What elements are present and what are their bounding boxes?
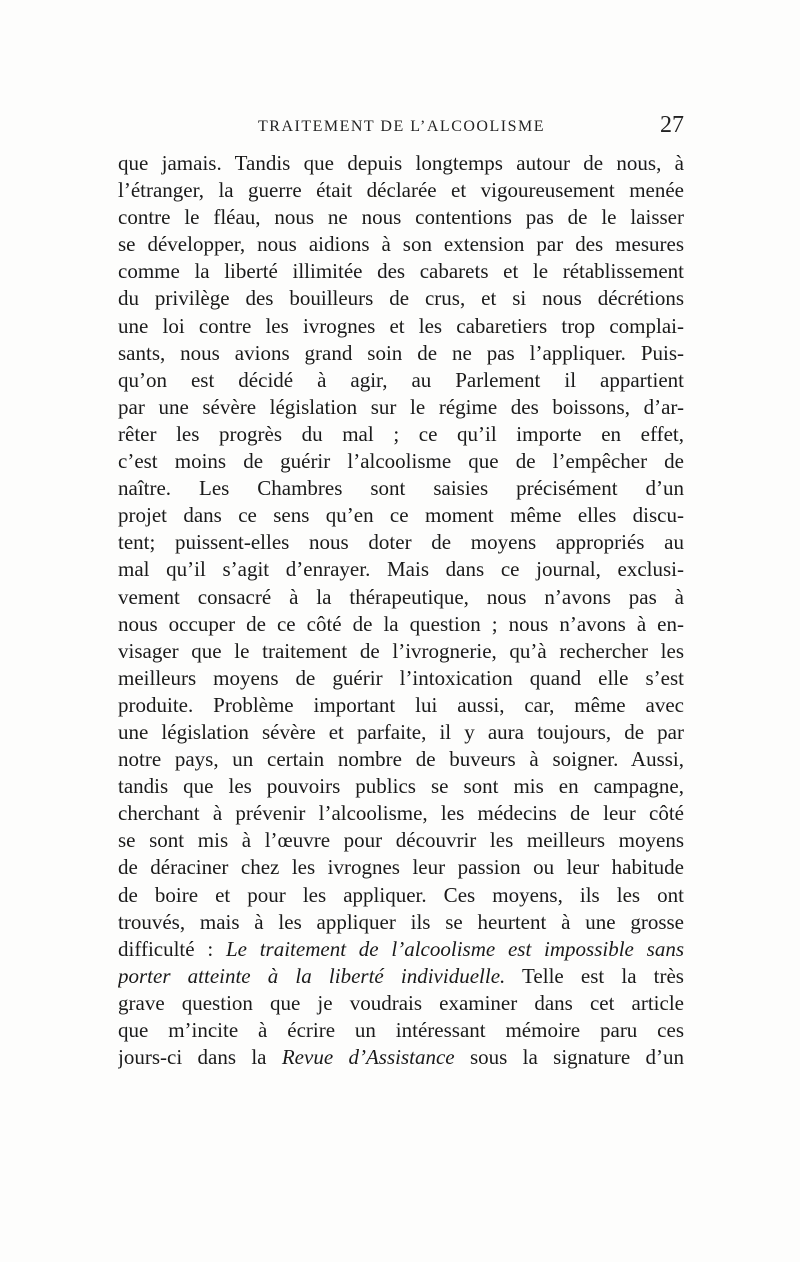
text-line: que m’incite à écrire un intéressant mémoire paru ces (118, 1018, 684, 1042)
text-line: nous occuper de ce côté de la question ; nous n’avons à en- (118, 611, 684, 636)
body-text (118, 150, 684, 1071)
text-line: vement consacré à la thérapeutique, nous n’avons pas à (118, 584, 684, 609)
text-line: comme la liberté illimitée des cabarets et le rétablissement (118, 259, 684, 284)
journal-title-italic: Revue d’Assistance (281, 1045, 455, 1070)
text-line: visager que le traitement de l’ivrognerie, qu’à rechercher les (118, 638, 684, 663)
text-line: produite. Problème important lui aussi, car, même avec (118, 692, 684, 717)
text-line: se sont mis à l’œuvre pour découvrir les meilleurs moyens (118, 828, 684, 853)
text-line: contre le fléau, nous ne nous contentions pas de le laisser (118, 205, 684, 230)
text-line: l’étranger, la guerre était déclarée et vigoureusement menée (118, 178, 684, 203)
text-line (118, 963, 684, 990)
line-text-roman: sous la signature d’un (454, 1045, 684, 1070)
text-line (118, 936, 684, 963)
text-line: notre pays, un certain nombre de buveurs à soigner. Aussi, (118, 747, 684, 772)
text-line: trouvés, mais à les appliquer ils se heurtent à une grosse (118, 909, 684, 934)
text-line: projet dans ce sens qu’en ce moment même elles discu- (118, 503, 684, 528)
line-text-roman: jours-ci dans la (118, 1045, 282, 1070)
text-line: tent; puissent-elles nous doter de moyens appropriés au (118, 530, 684, 555)
text-line: qu’on est décidé à agir, au Parlement il appartient (118, 367, 684, 392)
text-line: que jamais. Tandis que depuis longtemps autour de nous, à (118, 151, 684, 175)
text-line: c’est moins de guérir l’alcoolisme que de l’empêcher de (118, 449, 684, 474)
text-line: une loi contre les ivrognes et les cabaretiers trop complai- (118, 313, 684, 338)
text-line: mal qu’il s’agit d’enrayer. Mais dans ce journal, exclusi- (118, 557, 684, 582)
text-line: cherchant à prévenir l’alcoolisme, les médecins de leur côté (118, 801, 684, 826)
text-line: par une sévère législation sur le régime des boissons, d’ar- (118, 394, 684, 419)
text-line: grave question que je voudrais examiner dans cet article (118, 990, 684, 1015)
page-header (118, 112, 684, 146)
page-number: 27 (660, 112, 684, 138)
running-title: TRAITEMENT DE L’ALCOOLISME (258, 118, 545, 135)
text-line: sants, nous avions grand soin de ne pas l’appliquer. Puis- (118, 340, 684, 365)
text-line: rêter les progrès du mal ; ce qu’il importe en effet, (118, 421, 684, 446)
text-line: une législation sévère et parfaite, il y aura toujours, de par (118, 719, 684, 744)
text-line: tandis que les pouvoirs publics se sont mis en campagne, (118, 774, 684, 799)
text-line: meilleurs moyens de guérir l’intoxication quand elle s’est (118, 665, 684, 690)
line-text-italic: porter atteinte à la liberté individuelle. (118, 963, 506, 988)
text-line: naître. Les Chambres sont saisies précisément d’un (118, 476, 684, 501)
line-text-italic: Le traitement de l’alcoolisme est impossible sans (225, 936, 684, 961)
line-text-roman: Telle est la très (505, 963, 684, 988)
text-line: se développer, nous aidions à son extension par des mesures (118, 232, 684, 257)
text-line: du privilège des bouilleurs de crus, et si nous décrétions (118, 286, 684, 311)
line-text-roman: difficulté : (118, 936, 226, 961)
text-line: de déraciner chez les ivrognes leur passion ou leur habitude (118, 855, 684, 880)
text-line: de boire et pour les appliquer. Ces moyens, ils les ont (118, 882, 684, 907)
text-line (118, 1044, 684, 1071)
